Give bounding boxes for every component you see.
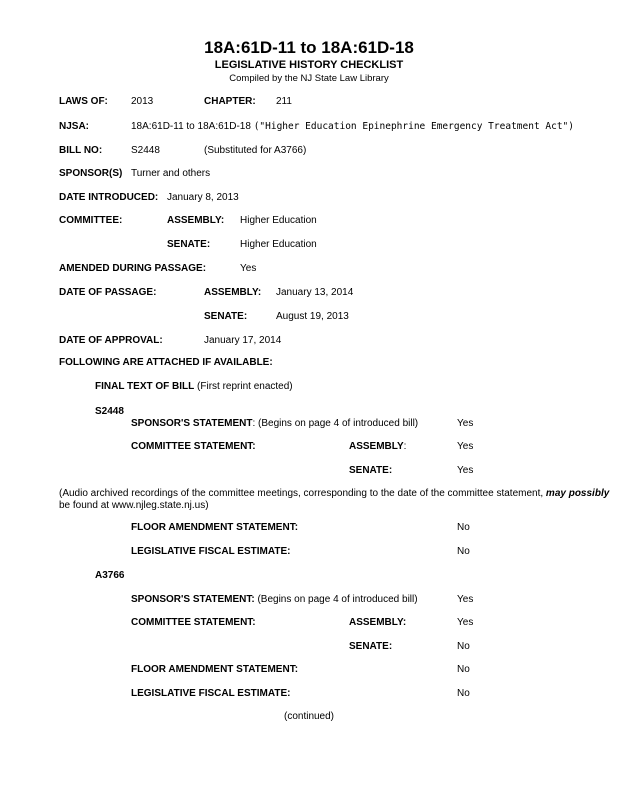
s2448-label: S2448 (95, 406, 124, 417)
passage-senate-label: SENATE: (204, 311, 248, 322)
s2448-sponsor-note: : (Begins on page 4 of introduced bill) (252, 418, 419, 429)
page-title: 18A:61D-11 to 18A:61D-18 (204, 38, 414, 57)
final-text-label: FINAL TEXT OF BILL (95, 381, 195, 392)
date-introduced-value: January 8, 2013 (167, 192, 239, 203)
a3766-committee-label: COMMITTEE STATEMENT: (131, 617, 256, 628)
committee-assembly-label: ASSEMBLY: (167, 215, 225, 226)
s2448-senate-label: SENATE: (349, 465, 393, 476)
chapter-value: 211 (276, 96, 292, 107)
committee-label: COMMITTEE: (59, 215, 123, 226)
audio-note-line2: be found at www.njleg.state.nj.us) (59, 500, 209, 511)
a3766-floor-value: No (457, 664, 470, 675)
compiled-by: Compiled by the NJ State Law Library (229, 73, 389, 84)
passage-assembly-value: January 13, 2014 (276, 287, 354, 298)
laws-of-value: 2013 (131, 96, 154, 107)
s2448-committee-label: COMMITTEE STATEMENT: (131, 441, 256, 452)
njsa-value (131, 121, 574, 133)
final-text-row (95, 381, 293, 393)
bill-no-note: (Substituted for A3766) (204, 145, 307, 156)
passage-label: DATE OF PASSAGE: (59, 287, 157, 298)
a3766-senate-label: SENATE: (349, 641, 393, 652)
audio-note-line1 (59, 488, 609, 500)
s2448-floor-label: FLOOR AMENDMENT STATEMENT: (131, 522, 299, 533)
final-text-note: (First reprint enacted) (197, 381, 293, 392)
s2448-fiscal-label: LEGISLATIVE FISCAL ESTIMATE: (131, 546, 291, 557)
a3766-fiscal-value: No (457, 688, 470, 699)
committee-assembly-value: Higher Education (240, 215, 317, 226)
chapter-label: CHAPTER: (204, 96, 256, 107)
passage-assembly-label: ASSEMBLY: (204, 287, 262, 298)
sponsors-label: SPONSOR(S) (59, 168, 123, 179)
a3766-sponsor-value: Yes (457, 594, 474, 605)
s2448-senate-value: Yes (457, 465, 474, 476)
a3766-sponsor-note: (Begins on page 4 of introduced bill) (254, 594, 418, 605)
passage-senate-value: August 19, 2013 (276, 311, 349, 322)
audio-note-emphasis: may possibly (545, 488, 610, 499)
amended-label: AMENDED DURING PASSAGE: (59, 263, 207, 274)
audio-note-text: (Audio archived recordings of the committee meetings, corresponding to the date of the committee statement, (59, 488, 546, 499)
a3766-assembly-value: Yes (457, 617, 474, 628)
s2448-sponsor-row (131, 418, 418, 430)
a3766-floor-label: FLOOR AMENDMENT STATEMENT: (131, 664, 299, 675)
approval-label: DATE OF APPROVAL: (59, 335, 163, 346)
committee-senate-value: Higher Education (240, 239, 317, 250)
s2448-sponsor-value: Yes (457, 418, 474, 429)
date-introduced-label: DATE INTRODUCED: (59, 192, 159, 203)
njsa-citation: 18A:61D-11 to 18A:61D-18 (131, 121, 251, 132)
s2448-assembly-label: ASSEMBLY (349, 441, 404, 452)
a3766-sponsor-label: SPONSOR'S STATEMENT: (131, 594, 255, 605)
a3766-fiscal-label: LEGISLATIVE FISCAL ESTIMATE: (131, 688, 291, 699)
s2448-assembly-row (349, 441, 406, 453)
laws-of-label: LAWS OF: (59, 96, 108, 107)
s2448-floor-value: No (457, 522, 470, 533)
continued-note: (continued) (283, 711, 335, 722)
s2448-sponsor-label: SPONSOR'S STATEMENT (131, 418, 253, 429)
bill-no-label: BILL NO: (59, 145, 103, 156)
s2448-assembly-colon: : (403, 441, 407, 452)
sponsors-value: Turner and others (131, 168, 211, 179)
a3766-label: A3766 (95, 570, 125, 581)
committee-senate-label: SENATE: (167, 239, 211, 250)
page-subtitle: LEGISLATIVE HISTORY CHECKLIST (214, 59, 404, 71)
njsa-act-name: ("Higher Education Epinephrine Emergency Treatment Act") (253, 121, 574, 132)
attached-heading: FOLLOWING ARE ATTACHED IF AVAILABLE: (59, 357, 273, 368)
a3766-assembly-label: ASSEMBLY: (349, 617, 407, 628)
s2448-fiscal-value: No (457, 546, 470, 557)
approval-value: January 17, 2014 (204, 335, 282, 346)
a3766-sponsor-row (131, 594, 418, 606)
amended-value: Yes (240, 263, 257, 274)
njsa-label: NJSA: (59, 121, 90, 132)
bill-no-value: S2448 (131, 145, 160, 156)
s2448-assembly-value: Yes (457, 441, 474, 452)
a3766-senate-value: No (457, 641, 470, 652)
